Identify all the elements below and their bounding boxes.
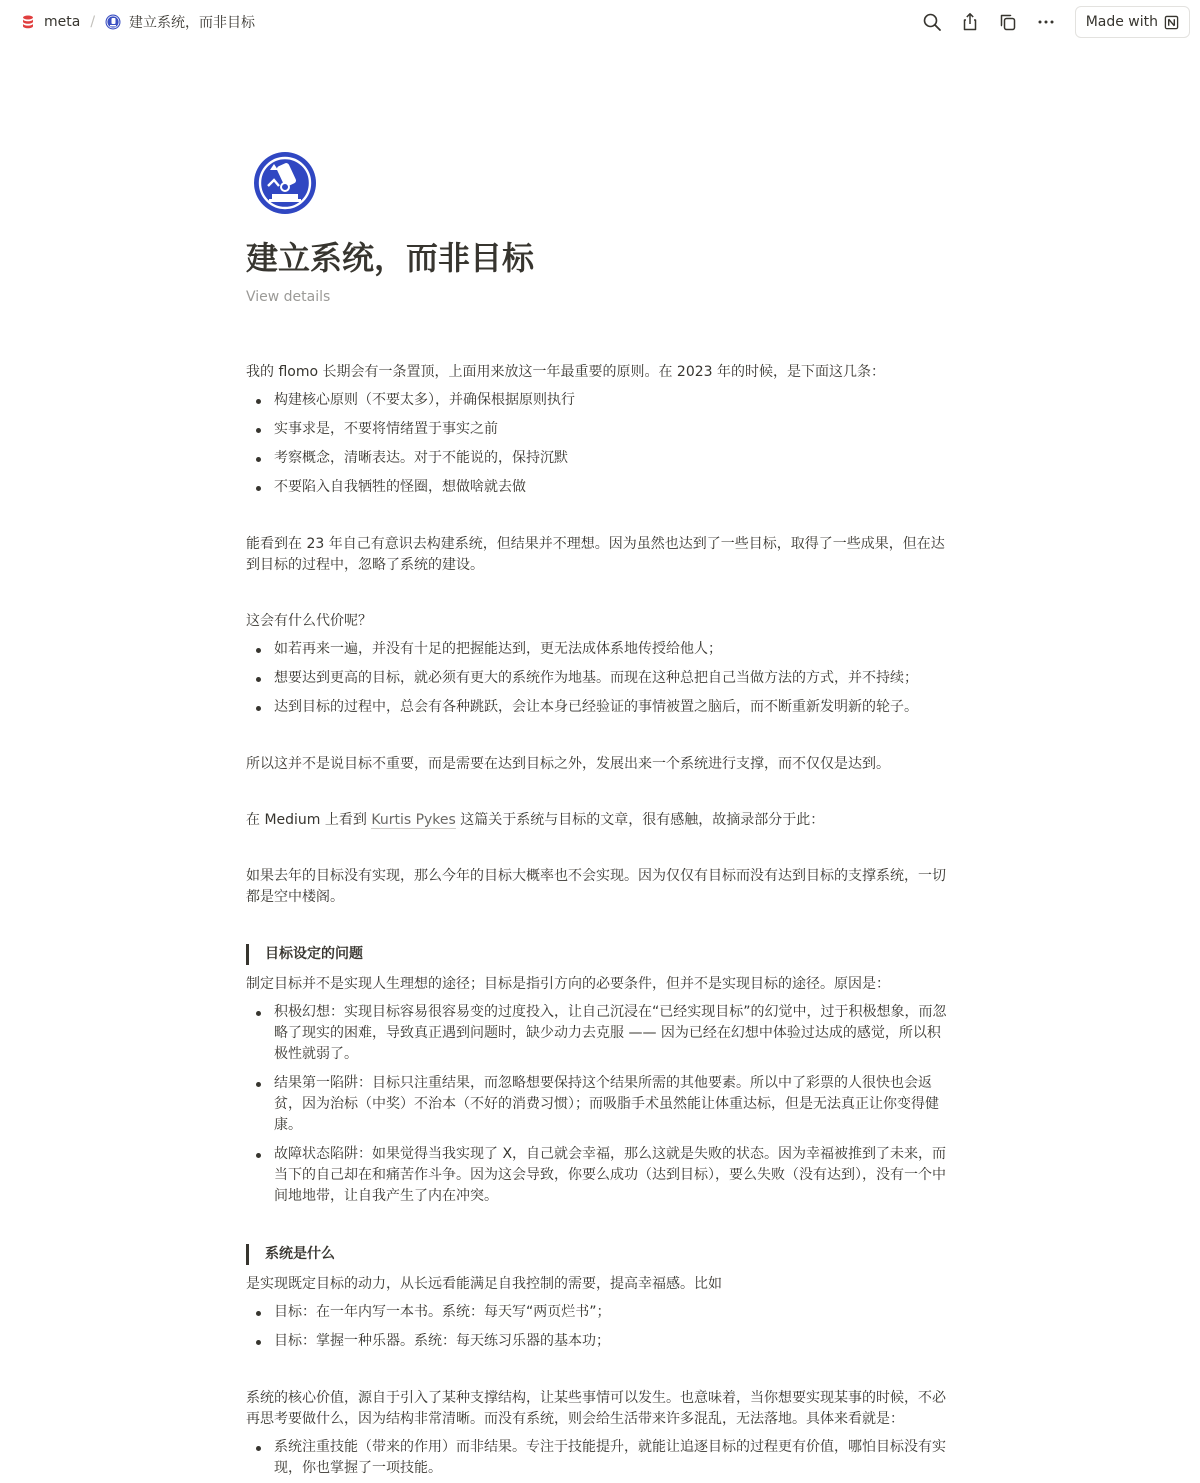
section-heading-systems: 系统是什么 [246,1244,954,1265]
duplicate-icon [998,12,1018,32]
spacer [246,911,954,944]
list-item: 结果第一陷阱：目标只注重结果，而忽略想要保持这个结果所需的其他要素。所以中了彩票的人很快也会返贫，因为治标（中奖）不治本（不好的消费习惯）；而吸脂手术虽然能让体重达标，但是无法真正让你变得健康。 [246,1069,954,1140]
list-item: 实事求是，不要将情绪置于事实之前 [246,415,954,444]
intro-paragraph: 我的 flomo 长期会有一条置顶，上面用来放这一年最重要的原则。在 2023 年的时候，是下面这几条： [246,364,886,380]
share-icon [960,12,980,32]
database-icon [20,14,36,30]
list-item: 不要陷入自我牺牲的怪圈，想做啥就去做 [246,473,954,502]
list-item: 构建核心原则（不要太多），并确保根据原则执行 [246,386,954,415]
spacer [246,1211,954,1244]
page-title: 建立系统，而非目标 [246,239,535,277]
list-item: 系统注重技能（带来的作用）而非结果。专注于技能提升，就能让追逐目标的过程更有价值，哪怕目标没有实现，你也掌握了一项技能。 [246,1433,954,1483]
list-item: 故障状态陷阱：如果觉得当我实现了 X，自己就会幸福，那么这就是失败的状态。因为幸福被推到了未来，而当下的自己却在和痛苦作斗争。因为这会导致，你要么成功（达到目标），要么失败（没有达到），没有一个中间地地带，让自我产生了内在冲突。 [246,1140,954,1211]
principles-list [246,386,954,502]
conclusion-paragraph: 所以这并不是说目标不重要，而是需要在达到目标之外，发展出来一个系统进行支撑，而不仅仅是达到。 [246,756,890,772]
section1-intro: 制定目标并不是实现人生理想的途径；目标是指引方向的必要条件，但并不是实现目标的途径。原因是： [246,976,890,992]
breadcrumb [18,11,257,33]
made-with-label: Made with [1085,14,1158,30]
share-button[interactable] [955,7,985,37]
core-value-list [246,1433,954,1483]
breadcrumb-workspace[interactable] [18,11,82,33]
made-with-notion-button[interactable] [1075,6,1190,38]
top-bar [0,0,1200,44]
spacer [246,579,954,608]
reflection-paragraph: 能看到在 23 年自己有意识去构建系统，但结果并不理想。因为虽然也达到了一些目标，取得了一些成果，但在达到目标的过程中，忽略了系统的建设。 [246,536,945,573]
view-details-link[interactable]: View details [246,289,331,305]
duplicate-button[interactable] [993,7,1023,37]
list-item: 达到目标的过程中，总会有各种跳跃，会让本身已经验证的事情被置之脑后，而不断重新发明新的轮子。 [246,693,954,722]
list-item: 目标：在一年内写一本书。系统：每天写“两页烂书”； [246,1298,954,1327]
medium-text-after: 这篇关于系统与目标的文章，很有感触，故摘录部分于此： [455,812,825,828]
system-examples-list [246,1298,954,1356]
more-button[interactable] [1031,7,1061,37]
spacer [246,834,954,863]
search-button[interactable] [917,7,947,37]
spacer [246,778,954,807]
breadcrumb-page[interactable] [103,11,257,33]
medium-text-before: 在 Medium 上看到 [246,812,372,828]
more-icon [1036,12,1056,32]
page-emoji-icon-large[interactable] [252,150,318,216]
notion-logo-icon [1164,15,1179,30]
list-item: 如若再来一遍，并没有十足的把握能达到，更无法成体系地传授给他人； [246,635,954,664]
section2-intro: 是实现既定目标的动力，从长远看能满足自我控制的需要，提高幸福感。比如 [246,1276,722,1292]
list-item: 想要达到更高的目标，就必须有更大的系统作为地基。而现在这种总把自己当做方法的方式，并不持续； [246,664,954,693]
list-item: 考察概念，清晰表达。对于不能说的，保持沉默 [246,444,954,473]
spacer [246,722,954,751]
search-icon [922,12,942,32]
section-heading-goals: 目标设定的问题 [246,944,954,965]
summary-paragraph: 如果去年的目标没有实现，那么今年的目标大概率也不会实现。因为仅仅有目标而没有达到目标的支撑系统，一切都是空中楼阁。 [246,868,946,905]
breadcrumb-page-label: 建立系统，而非目标 [129,15,256,31]
spacer [246,502,954,531]
cost-question: 这会有什么代价呢？ [246,613,372,629]
toolbar-actions [909,6,1190,38]
goal-problems-list [246,998,954,1211]
page-content [246,150,954,1483]
page-emoji-icon [105,14,121,30]
list-item: 目标：掌握一种乐器。系统：每天练习乐器的基本功； [246,1327,954,1356]
costs-list [246,635,954,722]
page-body [246,359,954,1483]
breadcrumb-workspace-label: meta [44,14,81,30]
medium-paragraph [246,807,954,834]
author-link[interactable]: Kurtis Pykes [371,812,456,828]
spacer [246,1356,954,1385]
breadcrumb-separator: / [90,14,96,30]
core-value-paragraph: 系统的核心价值，源自于引入了某种支撑结构，让某些事情可以发生。也意味着，当你想要实现某事的时候，不必再思考要做什么，因为结构非常清晰。而没有系统，则会给生活带来许多混乱，无法落地。具体来看就是： [246,1390,946,1427]
list-item: 积极幻想：实现目标容易很容易变的过度投入，让自己沉浸在“已经实现目标”的幻觉中，过于积极想象，而忽略了现实的困难，导致真正遇到问题时，缺少动力去克服 —— 因为已经在幻想中体验过达成的感觉，所以积极性就弱了。 [246,998,954,1069]
